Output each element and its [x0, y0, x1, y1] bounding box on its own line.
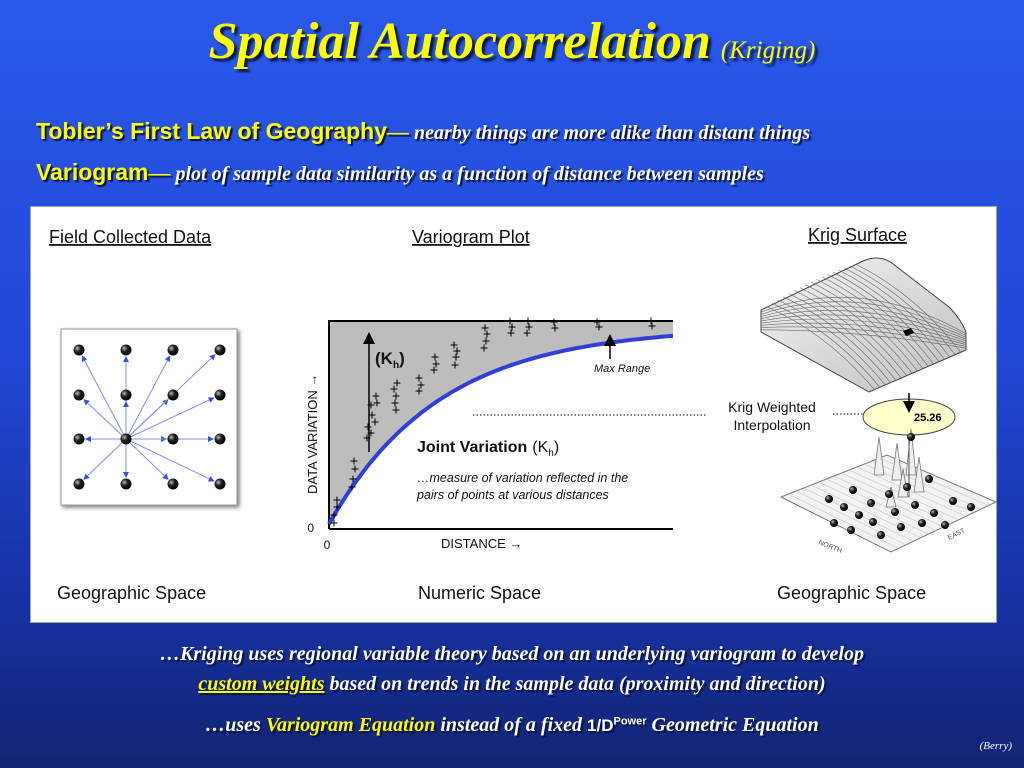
plane-sample-point [840, 503, 848, 511]
variogram-equation-text: Variogram Equation [265, 714, 436, 736]
x-axis-label: DISTANCE → [441, 536, 523, 551]
field-sample-point [215, 434, 226, 445]
field-sample-point [121, 345, 132, 356]
measure-line-1: …measure of variation reflected in the [417, 471, 629, 485]
field-sample-point [215, 390, 226, 401]
field-sample-point [74, 479, 85, 490]
custom-weights-link[interactable]: custom weights [198, 673, 325, 695]
krig-value: 25.26 [914, 412, 942, 424]
field-sample-point [74, 345, 85, 356]
diagram-panel [30, 206, 997, 623]
bottom-line-3-c: instead of a fixed [435, 714, 588, 736]
y-axis-label: DATA VARIATION → [305, 373, 320, 494]
joint-variation-label: Joint Variation $(K_h)$ [417, 439, 560, 459]
north-label: NORTH [817, 539, 843, 556]
interpolation-spike [874, 437, 884, 475]
field-sample-point [121, 390, 132, 401]
credit: (Berry) [979, 740, 1012, 752]
field-sample-point [74, 434, 85, 445]
bottom-line-1 [0, 643, 1024, 666]
plane-sample-point [891, 508, 899, 516]
plane-sample-point [897, 523, 905, 531]
plane-sample-point [930, 509, 938, 517]
right-title: Krig Surface [808, 225, 908, 245]
kh-annotation: $(K_h)$ [375, 349, 405, 371]
center-footer: Numeric Space [418, 583, 542, 603]
field-sample-point [121, 434, 132, 445]
field-sample-point [215, 479, 226, 490]
plane-sample-point [925, 475, 933, 483]
plane-sample-point [830, 519, 838, 527]
plane-sample-point [911, 501, 919, 509]
krig-surface-body [761, 258, 966, 392]
field-sample-point [74, 390, 85, 401]
bottom-line-1-text: …Kriging uses regional variable theory based on an underlying variogram to develop [160, 643, 864, 665]
plane-sample-point [867, 499, 875, 507]
diagram-svg [31, 207, 998, 624]
field-sample-point [168, 434, 179, 445]
bottom-line-3-e: Geometric Equation [646, 714, 819, 736]
bottom-line-2 [0, 673, 1024, 696]
plane-sample-point [907, 433, 915, 441]
x-tick-label: 0 [323, 538, 331, 552]
tobler-head: Tobler’s First Law of Geography [36, 118, 388, 144]
bottom-line-3 [0, 714, 1024, 737]
plane-sample-point [918, 519, 926, 527]
right-footer: Geographic Space [777, 583, 927, 603]
plane-sample-point [849, 486, 857, 494]
plane-sample-point [941, 521, 949, 529]
power-formula: $1/D^{Power}$ [587, 715, 647, 735]
left-footer: Geographic Space [57, 583, 207, 603]
plane-sample-point [903, 483, 911, 491]
east-label: EAST [946, 527, 967, 542]
plane-sample-point [847, 526, 855, 534]
plane-sample-point [869, 518, 877, 526]
field-sample-point [168, 390, 179, 401]
title-main: Spatial Autocorrelation [208, 13, 711, 70]
plane-sample-point [877, 531, 885, 539]
tobler-desc: nearby things are more alike than distant things [409, 122, 811, 144]
krig-surface [761, 258, 966, 392]
plane-sample-point [825, 495, 833, 503]
y-tick-label: 0 [307, 521, 314, 535]
variogram-definition [36, 159, 764, 186]
variogram-chart [305, 318, 673, 553]
variogram-dash: — [148, 160, 171, 185]
bottom-line-2-rest: based on trends in the sample data (proximity and direction) [324, 673, 826, 695]
left-title: Field Collected Data [49, 227, 212, 247]
tobler-law [36, 118, 810, 145]
field-sample-point [215, 345, 226, 356]
tobler-dash: — [387, 119, 410, 144]
slide-title [0, 12, 1024, 71]
max-range-label: Max Range [594, 363, 651, 375]
krig-line-2: Interpolation [733, 417, 811, 433]
field-sample-point [121, 479, 132, 490]
center-title: Variogram Plot [412, 227, 530, 247]
bottom-line-3-a: …uses [205, 714, 266, 736]
variogram-head: Variogram [36, 159, 149, 185]
title-sub: (Kriging) [720, 37, 816, 64]
plane-sample-point [885, 490, 893, 498]
plane-sample-point [855, 511, 863, 519]
plane-sample-point [949, 497, 957, 505]
variogram-desc: plot of sample data similarity as a function of distance between samples [170, 163, 764, 185]
krig-line-1: Krig Weighted [728, 399, 816, 415]
plane-sample-point [967, 503, 975, 511]
sample-plane [781, 429, 996, 555]
measure-line-2: pairs of points at various distances [417, 488, 609, 502]
field-sample-point [168, 479, 179, 490]
field-sample-point [168, 345, 179, 356]
field-data-grid [61, 329, 237, 505]
